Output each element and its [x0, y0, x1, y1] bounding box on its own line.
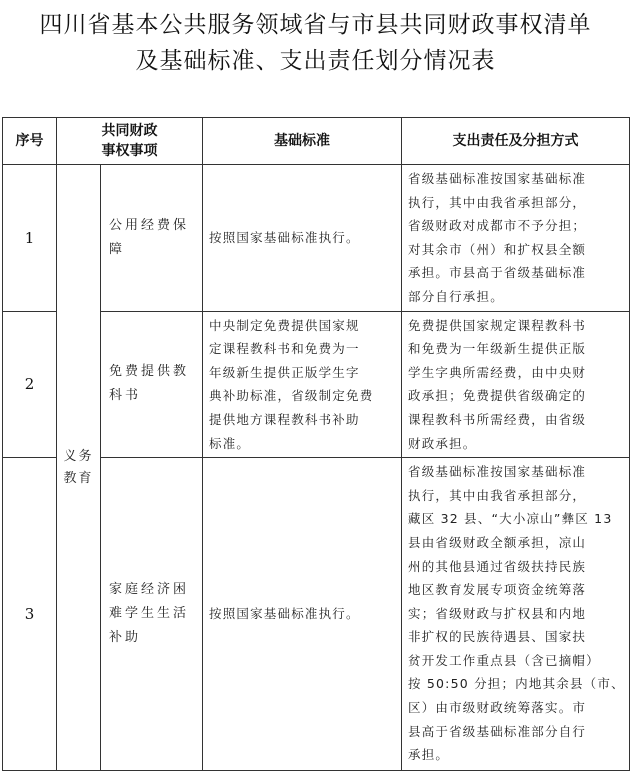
category-line1: 义务 — [63, 448, 94, 464]
item-cell — [101, 311, 203, 458]
item-line: 障 — [109, 241, 126, 257]
responsibility-line: 区）由市级财政统筹落实。市 — [408, 700, 587, 716]
standard-line: 年级新生提供正版学生字 — [209, 364, 360, 380]
standard-cell — [203, 458, 402, 771]
standard-cell — [203, 165, 402, 312]
responsibility-line: 执行，其中由我省承担部分， — [408, 194, 587, 210]
responsibility-line: 部分自行承担。 — [408, 288, 504, 304]
row-index: 2 — [3, 311, 57, 458]
responsibility-line: 执行，其中由我省承担部分， — [408, 487, 587, 503]
responsibility-cell — [402, 311, 630, 458]
standard-line: 定课程教科书和免费为一 — [209, 341, 360, 357]
responsibility-line: 省级基础标准按国家基础标准 — [408, 464, 587, 480]
responsibility-line: 县高于省级基础标准部分自行 — [408, 723, 587, 739]
responsibility-line: 州的其他县通过省级扶持民族 — [408, 558, 587, 574]
responsibility-cell — [402, 458, 630, 771]
header-matter-line1: 共同财政 — [101, 123, 158, 139]
row-index: 3 — [3, 458, 57, 771]
item-line: 公用经费保 — [109, 217, 190, 233]
header-matter — [57, 118, 203, 165]
responsibility-line: 学生字典所需经费，由中央财 — [408, 364, 587, 380]
header-responsibility: 支出责任及分担方式 — [402, 118, 630, 165]
standard-line: 按照国家基础标准执行。 — [209, 229, 360, 245]
category-line2: 教育 — [63, 470, 94, 486]
responsibility-line: 免费提供国家规定课程教科书 — [408, 317, 587, 333]
table-row — [3, 165, 630, 312]
item-cell — [101, 458, 203, 771]
header-row — [3, 118, 630, 165]
item-line: 补助 — [109, 630, 142, 646]
header-matter-line2: 事权事项 — [101, 143, 158, 159]
row-index: 1 — [3, 165, 57, 312]
standard-line: 中央制定免费提供国家规 — [209, 317, 360, 333]
category-cell — [57, 165, 101, 771]
responsibility-line: 县由省级财政全额承担，凉山 — [408, 534, 587, 550]
header-index: 序号 — [3, 118, 57, 165]
item-line: 难学生生活 — [109, 606, 190, 622]
responsibility-table — [2, 117, 630, 771]
item-line: 科书 — [109, 388, 142, 404]
standard-line: 按照国家基础标准执行。 — [209, 606, 360, 622]
header-standard: 基础标准 — [203, 118, 402, 165]
responsibility-line: 政承担；免费提供省级确定的 — [408, 388, 587, 404]
page-title: 四川省基本公共服务领域省与市县共同财政事权清单 — [39, 12, 592, 38]
item-line: 免费提供教 — [109, 364, 190, 380]
responsibility-line: 承担。市县高于省级基础标准 — [408, 265, 587, 281]
responsibility-line: 非扩权的民族待遇县、国家扶 — [408, 629, 587, 645]
responsibility-line: 对其余市（州）和扩权县全额 — [408, 241, 587, 257]
page-subtitle: 及基础标准、支出责任划分情况表 — [135, 48, 496, 74]
standard-line: 标准。 — [209, 435, 251, 451]
responsibility-line: 贫开发工作重点县（含已摘帽） — [408, 652, 600, 668]
responsibility-cell — [402, 165, 630, 312]
responsibility-line: 实；省级财政与扩权县和内地 — [408, 605, 587, 621]
responsibility-line: 和免费为一年级新生提供正版 — [408, 341, 587, 357]
responsibility-line: 地区教育发展专项资金统筹落 — [408, 582, 587, 598]
responsibility-line: 省级基础标准按国家基础标准 — [408, 171, 587, 186]
item-line: 家庭经济困 — [109, 582, 190, 598]
standard-cell — [203, 311, 402, 458]
standard-line: 提供地方课程教科书补助 — [209, 411, 360, 427]
responsibility-line: 藏区 32 县、“大小凉山”彝区 13 — [408, 511, 613, 527]
responsibility-line: 课程教科书所需经费，由省级 — [408, 411, 587, 427]
standard-line: 典补助标准，省级制定免费 — [209, 388, 374, 404]
responsibility-line: 承担。 — [408, 747, 450, 763]
responsibility-line: 财政承担。 — [408, 435, 477, 451]
responsibility-line: 省级财政对成都市不予分担； — [408, 218, 587, 234]
item-cell — [101, 165, 203, 312]
responsibility-line: 按 50:50 分担；内地其余县（市、 — [408, 676, 625, 692]
